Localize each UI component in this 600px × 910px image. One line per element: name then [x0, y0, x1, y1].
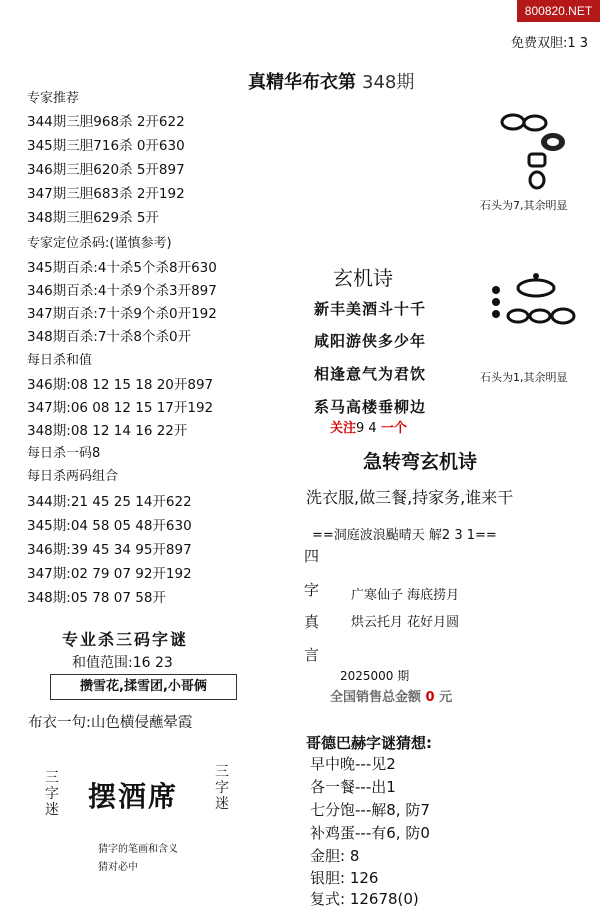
- side-char: 三: [45, 770, 59, 786]
- side-char: 迷: [215, 796, 229, 812]
- side-label-left: [44, 770, 60, 818]
- poem-line: 咸阳游侠多少年: [314, 332, 427, 350]
- goldbach-line: 复式: 12678(0): [310, 890, 419, 908]
- side-char: 三: [215, 764, 229, 780]
- riddle-note: 猜字的笔画和含义: [98, 844, 178, 855]
- expert-line: 345期三胆716杀 0开630: [27, 138, 185, 154]
- four-words-char: 字: [304, 581, 320, 599]
- buyi-sentence: 布衣一句:山色横侵蘸晕霞: [28, 715, 193, 731]
- expert-title: 专家推荐: [27, 91, 80, 106]
- stone-caption: 石头为7,其余明显: [480, 199, 568, 212]
- riddle-answer: 摆酒席: [88, 780, 179, 813]
- sales-amount: 0: [425, 690, 435, 705]
- daily-two-line: 345期:04 58 05 48开630: [27, 518, 192, 534]
- page-title: [248, 68, 414, 94]
- expert-line: 346期三胆620杀 5开897: [27, 162, 185, 178]
- stones-figure-top-icon: [495, 110, 575, 192]
- daily-two-line: 348期:05 78 07 58开: [27, 590, 166, 606]
- stone-caption: 石头为1,其余明显: [480, 371, 568, 384]
- daily-sum-line: 348期:08 12 14 16 22开: [27, 423, 188, 439]
- goldbach-line: 金胆: 8: [310, 847, 360, 865]
- position-kill-line: 346期百杀:4十杀9个杀3开897: [27, 283, 217, 299]
- poem-title: 玄机诗: [333, 266, 393, 290]
- daily-sum-title: 每日杀和值: [27, 353, 93, 368]
- four-words-char: 四: [304, 547, 320, 565]
- four-words-char: 言: [304, 646, 320, 664]
- dongting-line: ==洞庭波浪颭晴天 解2 3 1==: [312, 528, 497, 543]
- position-kill-line: 345期百杀:4十杀5个杀8开630: [27, 260, 217, 276]
- daily-sum-line: 347期:06 08 12 15 17开192: [27, 400, 214, 416]
- follow-tail: 一个: [380, 421, 407, 436]
- site-badge[interactable]: 800820.NET: [517, 0, 600, 22]
- turn-poem-line: 洗衣服,做三餐,持家务,谁来干: [306, 488, 514, 507]
- follow-digits: 9 4: [356, 421, 381, 436]
- turn-poem-title: 急转弯玄机诗: [363, 451, 478, 473]
- title-text: 真精华布衣第: [248, 72, 356, 93]
- riddle-note: 猜对必中: [98, 862, 138, 873]
- goldbach-line: 银胆: 126: [310, 869, 379, 887]
- side-label-right: [214, 764, 230, 812]
- daily-one-kill: 每日杀一码8: [27, 446, 101, 461]
- poem-line: 新丰美酒斗十千: [314, 300, 427, 318]
- four-words-idioms: 广寒仙子 海底捞月: [351, 588, 460, 603]
- goldbach-title: 哥德巴赫字谜猜想:: [306, 734, 432, 752]
- position-kill-line: 348期百杀:7十杀8个杀0开: [27, 329, 192, 345]
- sales-unit: 元: [439, 690, 453, 705]
- goldbach-line: 补鸡蛋---有6, 防0: [310, 824, 430, 842]
- poem-line: 系马高楼垂柳边: [314, 398, 427, 416]
- follow-label: 关注: [330, 421, 357, 436]
- goldbach-line: 各一餐---出1: [310, 778, 396, 796]
- daily-two-line: 346期:39 45 34 95开897: [27, 542, 192, 558]
- daily-two-line: 344期:21 45 25 14开622: [27, 494, 192, 510]
- side-char: 字: [215, 780, 229, 796]
- riddle-hint-box: 攒雪花,揉雪团,小哥俩: [50, 674, 237, 700]
- position-kill-title: 专家定位杀码:(谨慎参考): [27, 236, 172, 251]
- issue-number: 348期: [362, 72, 415, 93]
- expert-line: 344期三胆968杀 2开622: [27, 114, 185, 130]
- sales-total: [330, 686, 452, 705]
- side-char: 字: [45, 786, 59, 802]
- goldbach-line: 七分饱---解8, 防7: [310, 801, 430, 819]
- sum-range: 和值范围:16 23: [72, 655, 173, 671]
- daily-sum-line: 346期:08 12 15 18 20开897: [27, 377, 214, 393]
- position-kill-line: 347期百杀:7十杀9个杀0开192: [27, 306, 217, 322]
- four-words-char: 真: [304, 613, 320, 631]
- expert-line: 347期三胆683杀 2开192: [27, 186, 185, 202]
- daily-two-title: 每日杀两码组合: [27, 469, 119, 484]
- sales-label: 全国销售总金额: [330, 690, 422, 705]
- riddle-title: 专业杀三码字谜: [62, 630, 189, 649]
- goldbach-line: 早中晚---见2: [310, 755, 396, 773]
- four-words-idioms: 烘云托月 花好月圆: [351, 615, 460, 630]
- daily-two-line: 347期:02 79 07 92开192: [27, 566, 192, 582]
- side-char: 迷: [45, 802, 59, 818]
- expert-line: 348期三胆629杀 5开: [27, 210, 159, 226]
- poem-line: 相逢意气为君饮: [314, 365, 427, 383]
- follow-line: [330, 417, 407, 436]
- free-double-pick: 免费双胆:1 3: [510, 36, 588, 51]
- stones-figure-bottom-icon: [488, 270, 588, 330]
- sales-period: 2025000 期: [340, 669, 410, 683]
